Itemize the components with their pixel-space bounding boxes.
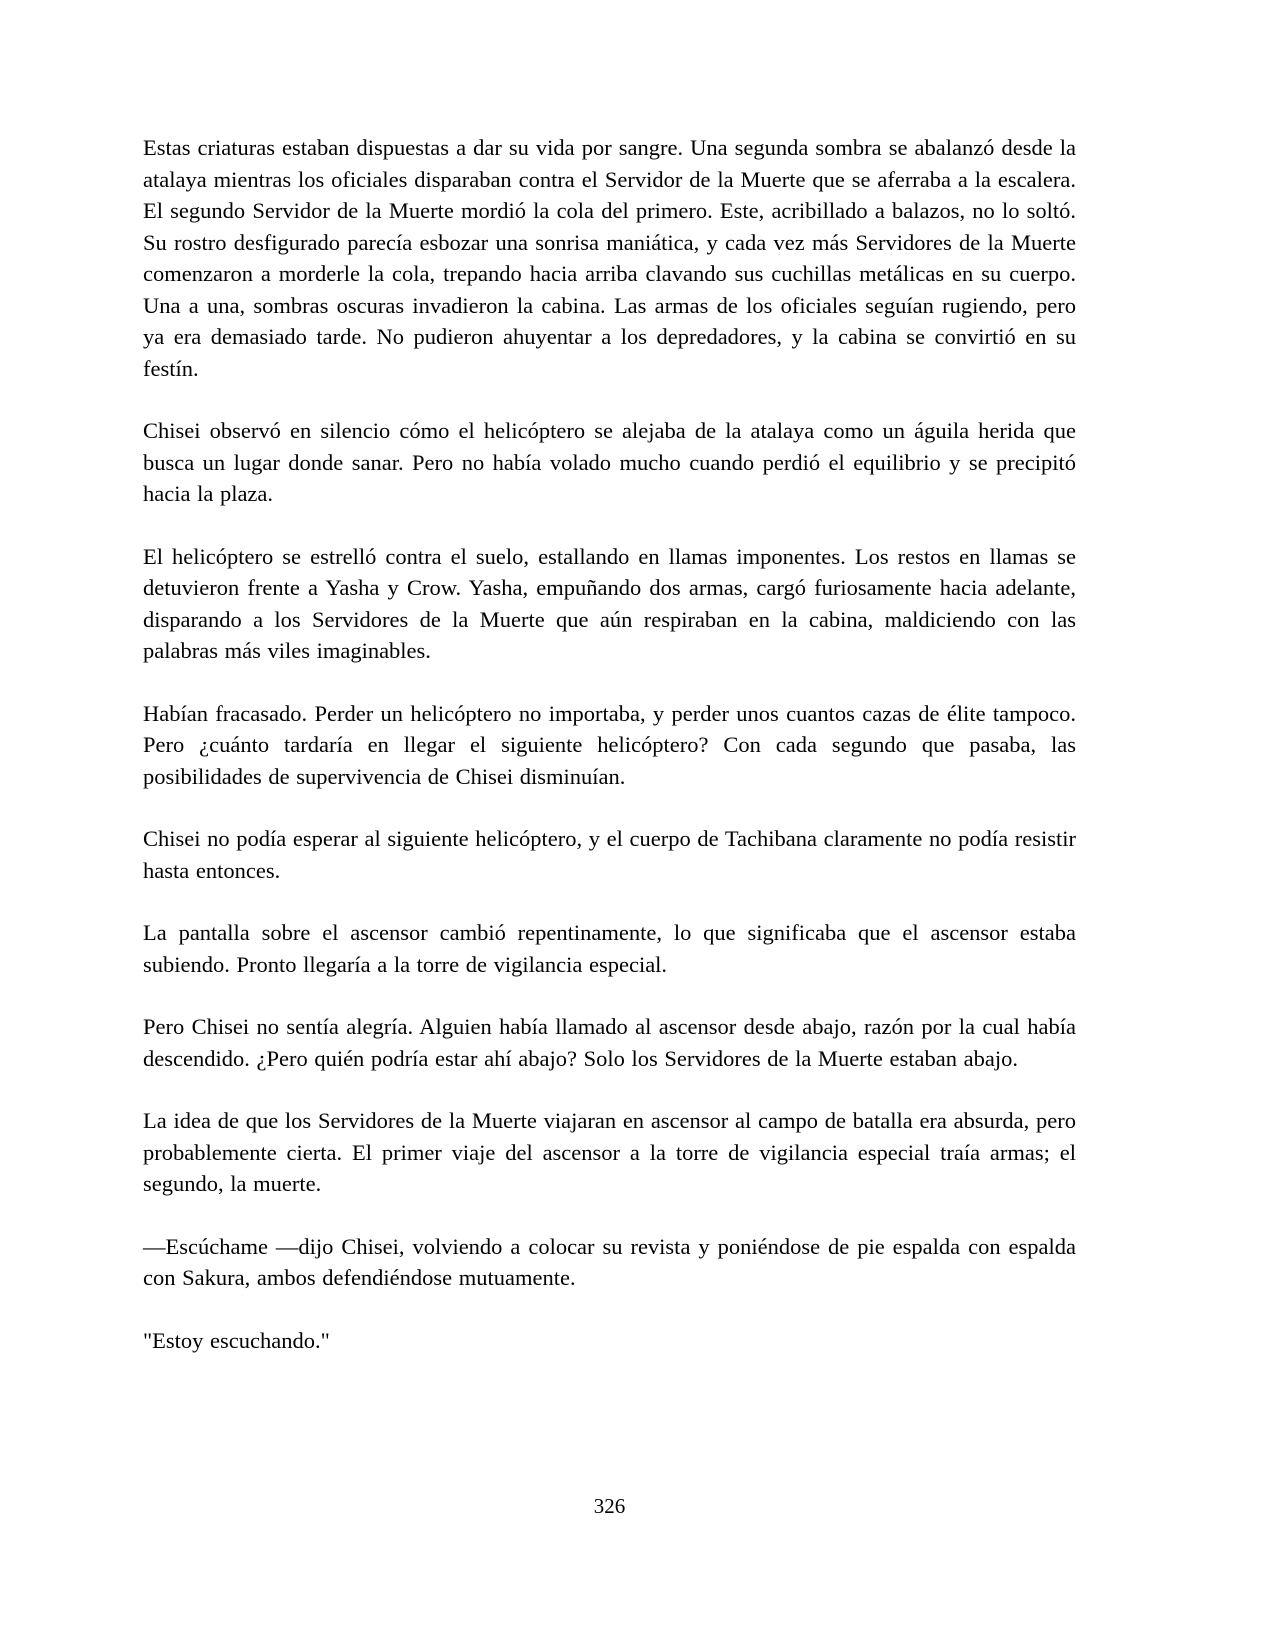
text-block — [143, 132, 1076, 1387]
paragraph: La idea de que los Servidores de la Muerte viajaran en ascensor al campo de batalla era absurda, pero probablemente cierta. El primer viaje del ascensor a la torre de vigilancia especial traía armas; el segundo, la muerte. — [143, 1108, 1076, 1196]
page-number: 326 — [593, 1494, 626, 1518]
paragraph: Chisei observó en silencio cómo el helicóptero se alejaba de la atalaya como un águila herida que busca un lugar donde sanar. Pero no había volado mucho cuando perdió el equilibrio y se precipitó hacia la plaza. — [143, 418, 1076, 506]
paragraph: Chisei no podía esperar al siguiente helicóptero, y el cuerpo de Tachibana claramente no podía resistir hasta entonces. — [143, 826, 1076, 883]
paragraph: Pero Chisei no sentía alegría. Alguien había llamado al ascensor desde abajo, razón por la cual había descendido. ¿Pero quién podría estar ahí abajo? Solo los Servidores de la Muerte estaban abajo. — [143, 1014, 1076, 1071]
paragraph: "Estoy escuchando." — [143, 1327, 330, 1353]
paragraph: Estas criaturas estaban dispuestas a dar su vida por sangre. Una segunda sombra se abalanzó desde la atalaya mientras los oficiales disparaban contra el Servidor de la Muerte que se aferraba a la escalera. El segundo Servidor de la Muerte mordió la cola del primero. Este, acribillado a balazos, no lo soltó. Su rostro desfigurado parecía esbozar una sonrisa maniática, y cada vez más Servidores de la Muerte comenzaron a morderle la cola, trepando hacia arriba clavando sus cuchillas metálicas en su cuerpo. Una a una, sombras oscuras invadieron la cabina. Las armas de los oficiales seguían rugiendo, pero ya era demasiado tarde. No pudieron ahuyentar a los depredadores, y la cabina se convirtió en su festín. — [143, 135, 1076, 381]
paragraph: —Escúchame —dijo Chisei, volviendo a colocar su revista y poniéndose de pie espalda con espalda con Sakura, ambos defendiéndose mutuamente. — [143, 1233, 1076, 1290]
paragraph: El helicóptero se estrelló contra el suelo, estallando en llamas imponentes. Los restos en llamas se detuvieron frente a Yasha y Crow. Yasha, empuñando dos armas, cargó furiosamente hacia adelante, disparando a los Servidores de la Muerte que aún respiraban en la cabina, maldiciendo con las palabras más viles imaginables. — [143, 543, 1076, 663]
paragraph: Habían fracasado. Perder un helicóptero no importaba, y perder unos cuantos cazas de élite tampoco. Pero ¿cuánto tardaría en llegar el siguiente helicóptero? Con cada segundo que pasaba, las posibilidades de supervivencia de Chisei disminuían. — [143, 700, 1076, 789]
paragraph: La pantalla sobre el ascensor cambió repentinamente, lo que significaba que el ascensor estaba subiendo. Pronto llegaría a la torre de vigilancia especial. — [143, 920, 1076, 977]
